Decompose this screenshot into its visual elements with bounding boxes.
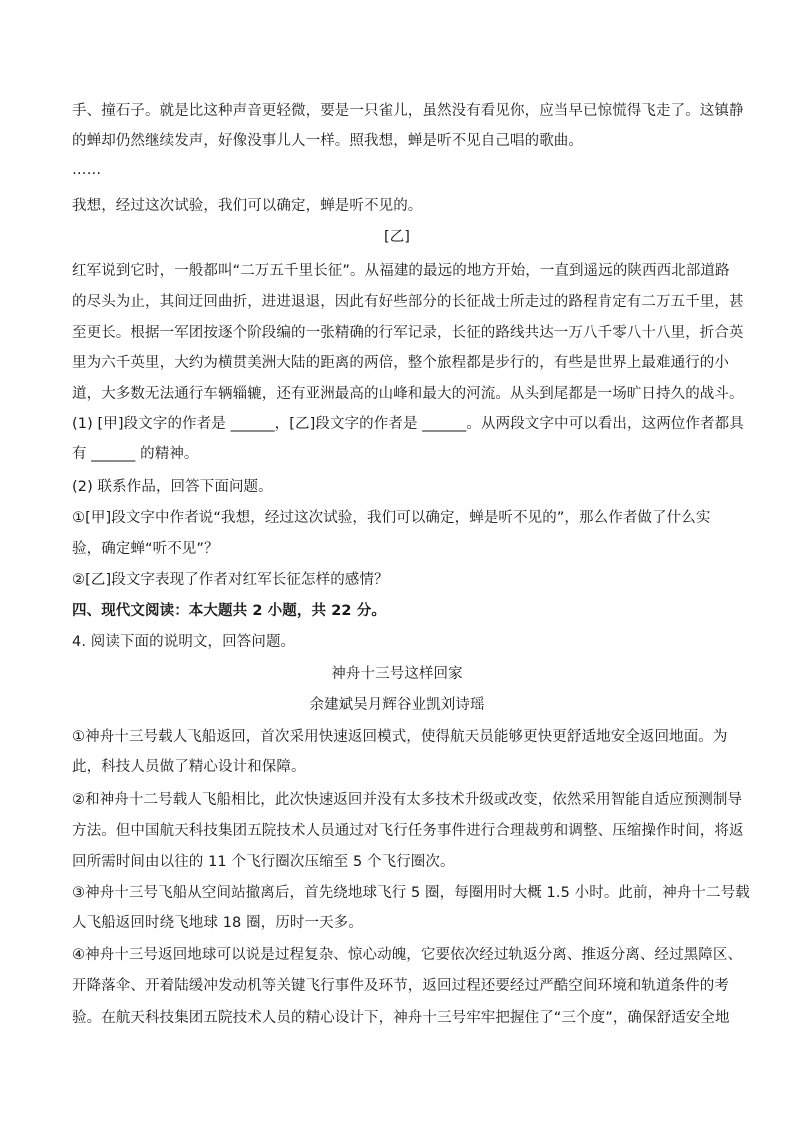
text-line: 里为六千英里，大约为横贯美洲大陆的距离的两倍，整个旅程都是步行的，有些是世界上最难通行的小	[72, 355, 729, 371]
text-line: 我想，经过这次试验，我们可以确定，蝉是听不见的。	[72, 198, 423, 214]
text-line: 方法。但中国航天科技集团五院技术人员通过对飞行任务事件进行合理裁剪和调整、压缩操作时间，将返	[72, 823, 744, 839]
text-line: 回所需时间由以往的 11 个飞行圈次压缩至 5 个飞行圈次。	[72, 854, 455, 870]
ellipsis-line: ……	[72, 162, 102, 178]
question-line: ①[甲]段文字中作者说“我想，经过这次试验，我们可以确定，蝉是听不见的”，那么作者做了什么实	[72, 510, 711, 526]
text-line: ④神舟十三号返回地球可以说是过程复杂、惊心动魄，它要依次经过轨返分离、推返分离、经过黑障区、	[72, 947, 743, 963]
text-line: 红军说到它时，一般都叫“二万五千里长征”。从福建的最远的地方开始，一直到遥远的陕西西北部道路	[72, 263, 730, 279]
question-line: ②[乙]段文字表现了作者对红军长征怎样的感情？	[72, 572, 389, 588]
article-title: 神舟十三号这样回家	[331, 666, 463, 682]
text-line: 此，科技人员做了精心设计和保障。	[72, 759, 306, 775]
instruction-line: 4. 阅读下面的说明文，回答问题。	[72, 634, 296, 650]
text-line: 的尽头为止，其间迂回曲折，进进退退，因此有好些部分的长征战士所走过的路程肯定有二万五千里，甚	[72, 294, 744, 310]
text-line: 开降落伞、开着陆缓冲发动机等关键飞行事件及环节，返回过程还要经过严酷空间环境和轨道条件的考	[72, 978, 729, 994]
question-line: 验，确定蝉“听不见”？	[72, 541, 219, 557]
text-line: 道，大多数无法通行车辆辎辘，还有亚洲最高的山峰和最大的河流。从头到尾都是一场旷日持久的战斗。	[72, 386, 744, 402]
section-heading: 四、现代文阅读：本大题共 2 小题，共 22 分。	[72, 603, 386, 619]
text-line: 至更长。根据一军团按逐个阶段编的一张精确的行军记录，长征的路线共达一万八千零八十八里，折合英	[72, 325, 744, 341]
article-authors: 余建斌吴月辉谷业凯刘诗瑶	[309, 697, 485, 713]
section-label-yi: [乙]	[383, 229, 411, 245]
text-line: 验。在航天科技集团五院技术人员的精心设计下，神舟十三号牢牢把握住了“三个度”，确保舒适安全地	[72, 1010, 730, 1026]
question-line: (1) [甲]段文字的作者是 ______，[乙]段文字的作者是 ______。从两段文字中可以看出，这两位作者都具	[72, 416, 744, 432]
question-line: (2) 联系作品，回答下面问题。	[72, 479, 273, 495]
question-line: 有 ______ 的精神。	[72, 446, 199, 462]
text-line: ②和神舟十二号载人飞船相比，此次快速返回并没有太多技术升级或改变，依然采用智能自适应预测制导	[72, 792, 743, 808]
text-line: 手、撞石子。就是比这种声音更轻微，要是一只雀儿，虽然没有看见你，应当早已惊慌得飞走了。这镇静	[72, 103, 744, 119]
text-line: ①神舟十三号载人飞船返回，首次采用快速返回模式，使得航天员能够更快更舒适地安全返回地面。为	[72, 729, 728, 745]
text-line: 的蝉却仍然继续发声，好像没事儿人一样。照我想，蝉是听不见自己唱的歌曲。	[72, 133, 583, 149]
text-line: ③神舟十三号飞船从空间站撤离后，首先绕地球飞行 5 圈，每圈用时大概 1.5 小时。此前，神舟十二号载	[72, 885, 750, 901]
text-line: 人飞船返回时绕飞地球 18 圈，历时一天多。	[72, 915, 363, 931]
